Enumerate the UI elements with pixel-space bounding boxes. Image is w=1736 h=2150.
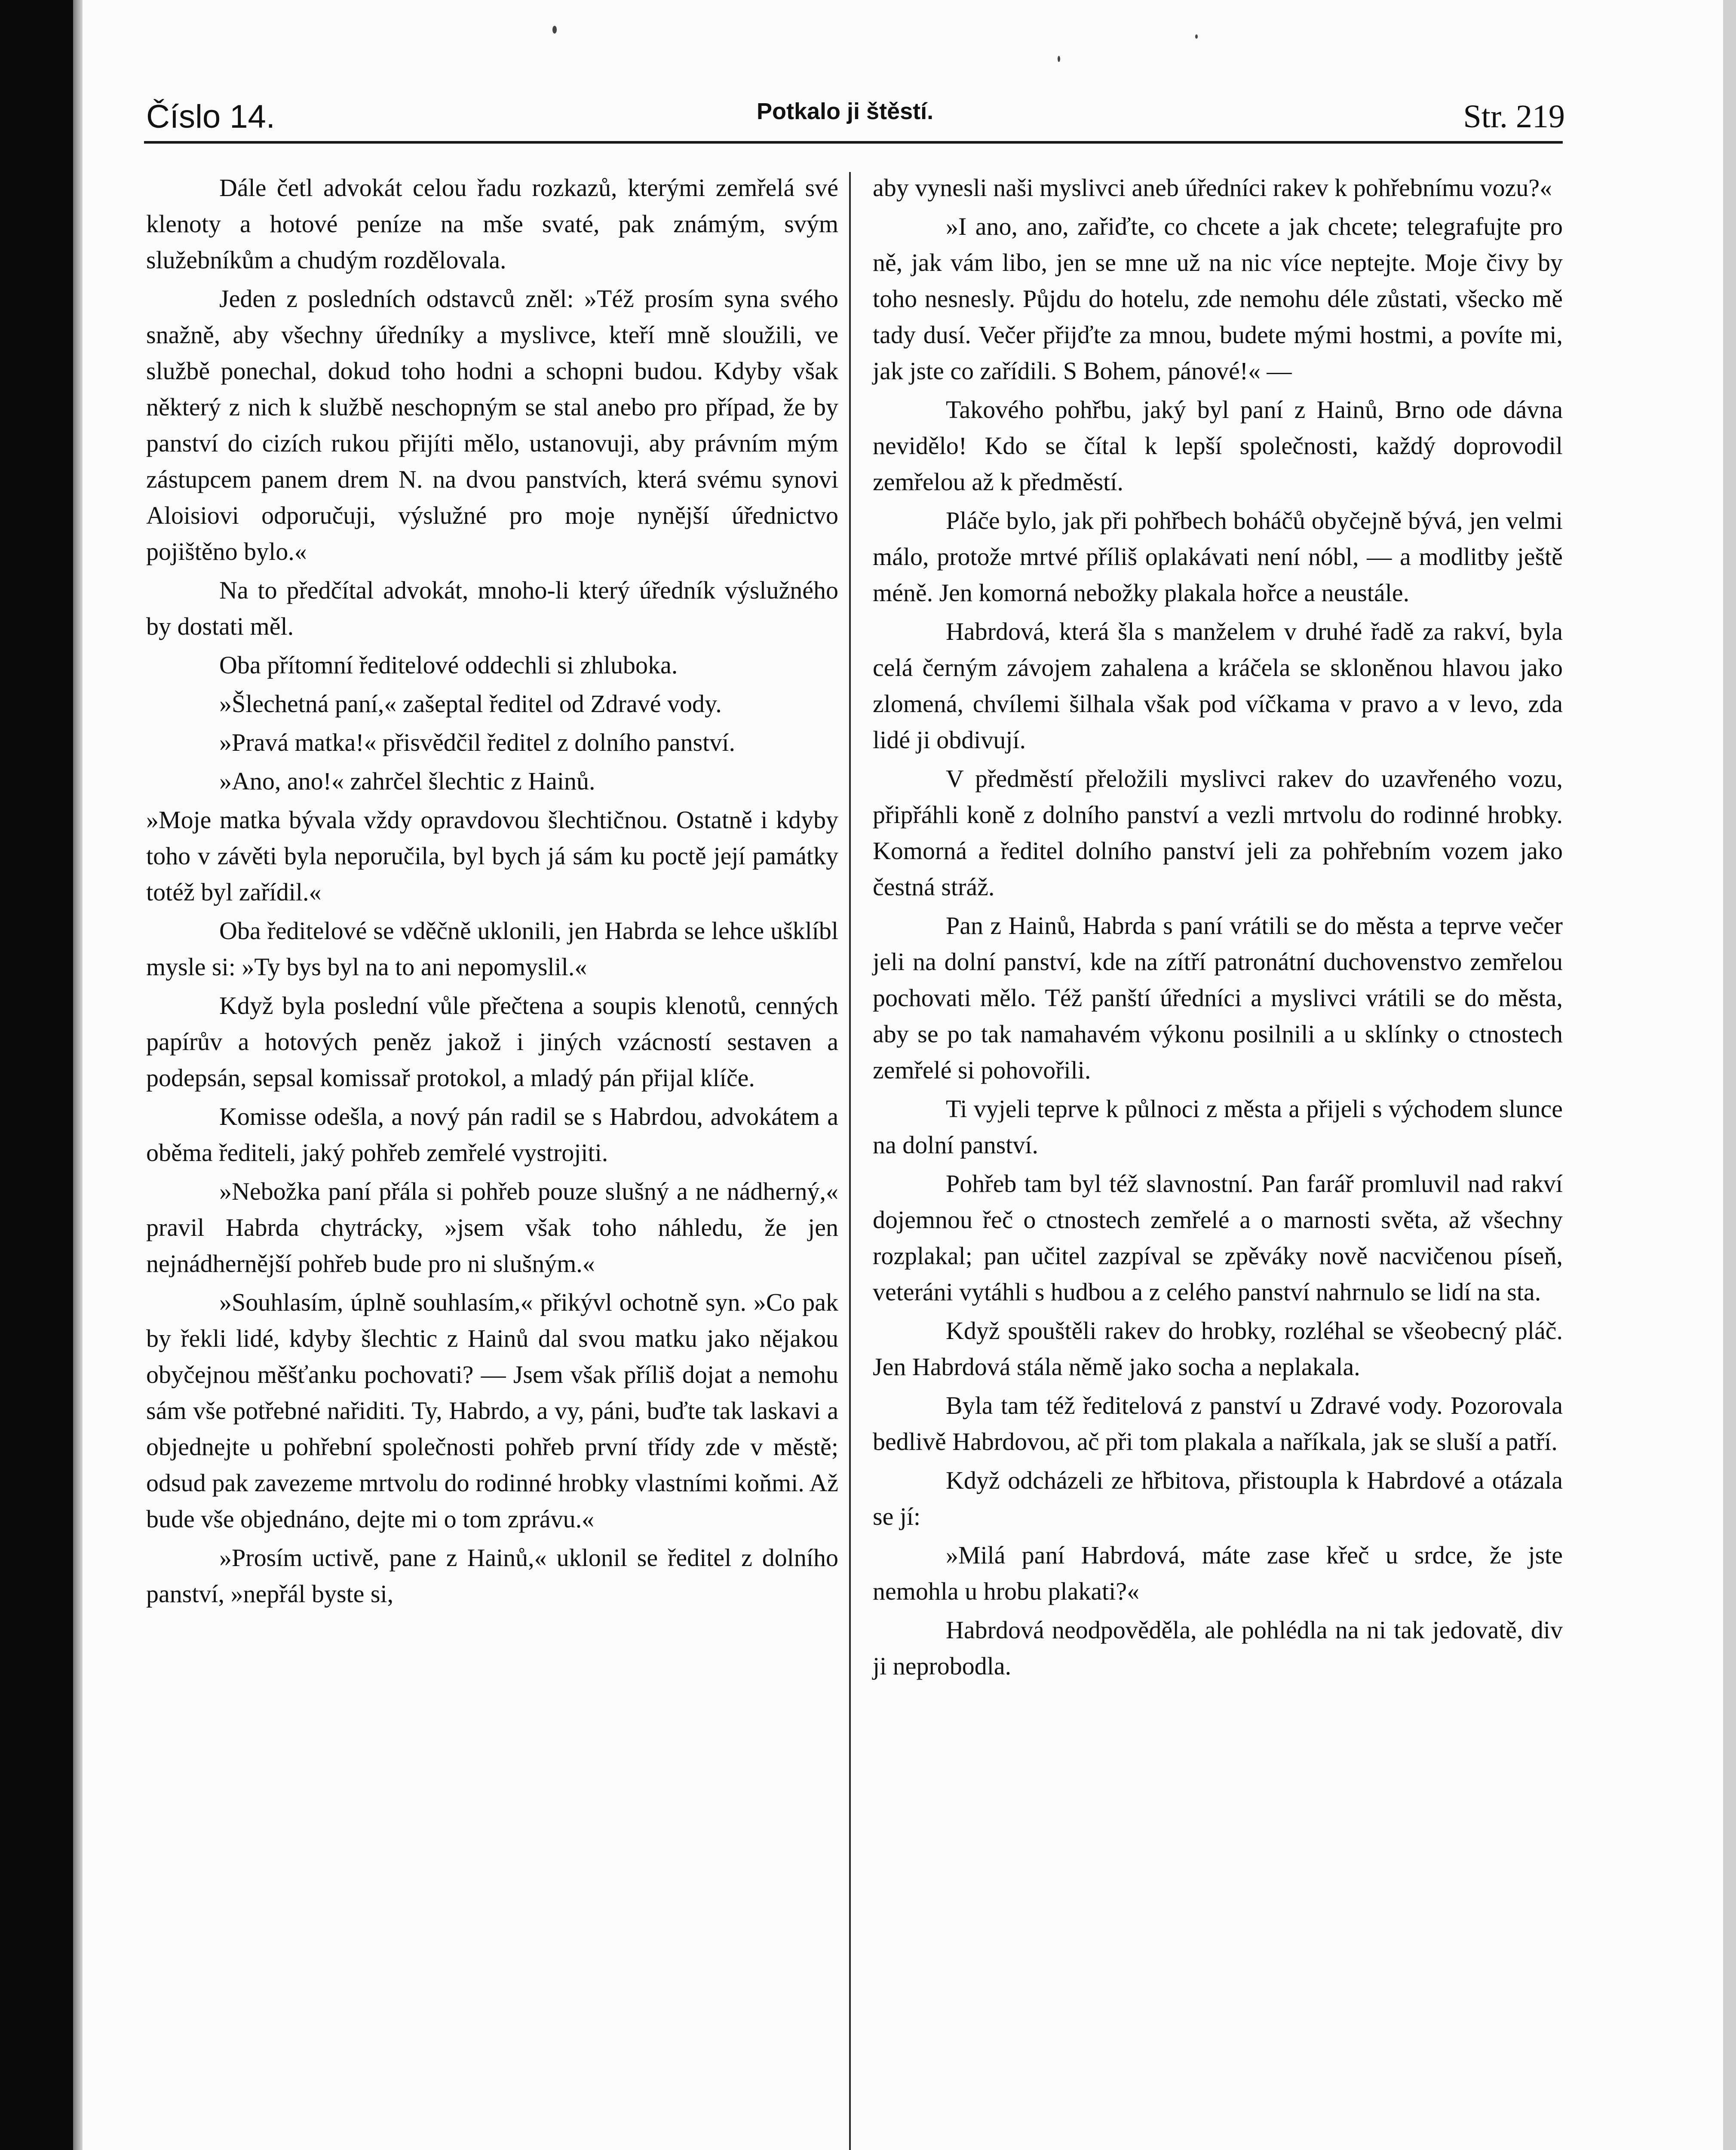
paragraph: »Moje matka bývala vždy opravdovou šlechtičnou. Ostatně i kdyby toho v závěti byla neporučila, byl bych já sám ku poctě její památky totéž byl zařídil.« [146, 806, 838, 906]
running-title: Potkalo ji štěstí. [757, 98, 934, 124]
paragraph: Oba přítomní ředitelové oddechli si zhluboka. [219, 651, 678, 679]
paragraph: »Ano, ano!« zahrčel šlechtic z Hainů. [219, 767, 595, 795]
paragraph: Habrdová, která šla s manželem v druhé řadě za rakví, byla celá černým závojem zahalena a kráčela se skloněnou hlavou jako zlomená, chvílemi šilhala však pod víčkama v pravo a v levo, zda lidé ji obdivují. [873, 617, 1563, 754]
paragraph: »Pravá matka!« přisvědčil ředitel z dolního panství. [219, 728, 735, 756]
scan-left-edge-shadow [73, 0, 83, 2150]
left-column [146, 170, 838, 1615]
paragraph: Když odcházeli ze hřbitova, přistoupla k Habrdové a otázala se jí: [873, 1466, 1563, 1530]
paragraph: Když byla poslední vůle přečtena a soupis klenotů, cenných papírův a hotových peněz jakož i jiných vzácností sestaven a podepsán, sepsal komissař protokol, a mladý pán přijal klíče. [146, 992, 838, 1092]
paragraph: V předměstí přeložili myslivci rakev do uzavřeného vozu, připřáhli koně z dolního panství a vezli mrtvolu do rodinné hrobky. Komorná a ředitel dolního panství jeli za pohřebním vozem jako čestná stráž. [873, 765, 1563, 901]
page-number: Str. 219 [1463, 98, 1565, 135]
scan-speck [552, 26, 557, 34]
paragraph: »Šlechetná paní,« zašeptal ředitel od Zdravé vody. [219, 690, 722, 718]
issue-number: Číslo 14. [146, 98, 275, 135]
scan-speck [1058, 56, 1060, 62]
paragraph: Na to předčítal advokát, mnoho-li který úředník výslužného by dostati měl. [146, 576, 838, 640]
paragraph: »I ano, ano, zařiďte, co chcete a jak chcete; telegrafujte pro ně, jak vám libo, jen se mne už na nic více neptejte. Moje čivy by toho nesnesly. Půjdu do hotelu, zde nemohu déle zůstati, všecko mě tady dusí. Večer přijďte za mnou, budete mými hostmi, a povíte mi, jak jste co zařídili. S Bohem, pánové!« — [873, 212, 1563, 385]
paragraph: Pláče bylo, jak při pohřbech boháčů obyčejně bývá, jen velmi málo, protože mrtvé příliš oplakávati není nóbl, — a modlitby ještě méně. Jen komorná nebožky plakala hořce a neustále. [873, 507, 1563, 607]
right-column [873, 170, 1563, 1687]
scan-speck [1195, 34, 1198, 39]
paragraph: aby vynesli naši myslivci aneb úředníci rakev k pohřebnímu vozu?« [873, 174, 1552, 202]
paragraph: Dále četl advokát celou řadu rozkazů, kterými zemřelá své klenoty a hotové peníze na mše svaté, pak známým, svým služebníkům a chudým rozdělovala. [146, 174, 838, 274]
paragraph: Pohřeb tam byl též slavnostní. Pan farář promluvil nad rakví dojemnou řeč o ctnostech zemřelé a o marnosti světa, až všechny rozplakal; pan učitel zazpíval se zpěváky nově nacvičenou píseň, veteráni vytáhli s hudbou a z celého panství nahrnulo se lidí na sta. [873, 1170, 1563, 1306]
paragraph: Pan z Hainů, Habrda s paní vrátili se do města a teprve večer jeli na dolní panství, kde na zítří patronátní duchovenstvo zemřelou pochovati mělo. Též panští úředníci a myslivci vrátili se do města, aby se po tak namahavém výkonu posilnili a u sklínky o ctnostech zemřelé si pohovořili. [873, 912, 1563, 1084]
paragraph: Oba ředitelové se vděčně uklonili, jen Habrda se lehce ušklíbl mysle si: »Ty bys byl na to ani nepomyslil.« [146, 917, 838, 981]
paragraph: Ti vyjeli teprve k půlnoci z města a přijeli s východem slunce na dolní panství. [873, 1095, 1563, 1159]
paragraph: »Milá paní Habrdová, máte zase křeč u srdce, že jste nemohla u hrobu plakati?« [873, 1541, 1563, 1605]
scan-left-edge [0, 0, 73, 2150]
column-divider [849, 172, 851, 2150]
page-header [146, 98, 1565, 145]
header-rule [144, 141, 1563, 144]
paragraph: »Nebožka paní přála si pohřeb pouze slušný a ne nádherný,« pravil Habrda chytrácky, »jsem však toho náhledu, že jen nejnádhernější pohřeb bude pro ni slušným.« [146, 1177, 838, 1278]
paragraph: Byla tam též ředitelová z panství u Zdravé vody. Pozorovala bedlivě Habrdovou, ač při tom plakala a naříkala, jak se sluší a patří. [873, 1391, 1563, 1456]
paragraph: Jeden z posledních odstavců zněl: »Též prosím syna svého snažně, aby všechny úředníky a myslivce, kteří mně sloužili, ve službě ponechal, dokud toho hodni a schopni budou. Kdyby však některý z nich k službě neschopným se stal anebo pro případ, že by panství do cizích rukou přijíti mělo, ustanovuji, aby právním mým zástupcem panem drem N. na dvou panstvích, která svému synovi Aloisiovi odporučuji, výslužné pro moje nynější úřednictvo pojištěno bylo.« [146, 285, 838, 565]
paragraph: Komisse odešla, a nový pán radil se s Habrdou, advokátem a oběma řediteli, jaký pohřeb zemřelé vystrojiti. [146, 1103, 838, 1167]
paragraph: Když spouštěli rakev do hrobky, rozléhal se všeobecný pláč. Jen Habrdová stála němě jako socha a neplakala. [873, 1317, 1563, 1381]
paragraph: Habrdová neodpověděla, ale pohlédla na ni tak jedovatě, div ji neprobodla. [873, 1616, 1563, 1680]
scan-right-edge [1723, 0, 1736, 2150]
paragraph: »Souhlasím, úplně souhlasím,« přikývl ochotně syn. »Co pak by řekli lidé, kdyby šlechtic z Hainů dal svou matku jako nějakou obyčejnou měšťanku pochovati? — Jsem však příliš dojat a nemohu sám vše potřebné nařiditi. Ty, Habrdo, a vy, páni, buďte tak laskavi a objednejte u pohřební společnosti pohřeb první třídy zde v městě; odsud pak zavezeme mrtvolu do rodinné hrobky vlastními koňmi. Až bude vše objednáno, dejte mi o tom zprávu.« [146, 1288, 838, 1533]
paragraph: »Prosím uctivě, pane z Hainů,« uklonil se ředitel z dolního panství, »nepřál byste si, [146, 1544, 838, 1608]
paragraph: Takového pohřbu, jaký byl paní z Hainů, Brno ode dávna nevidělo! Kdo se čítal k lepší společnosti, každý doprovodil zemřelou až k předměstí. [873, 396, 1563, 496]
